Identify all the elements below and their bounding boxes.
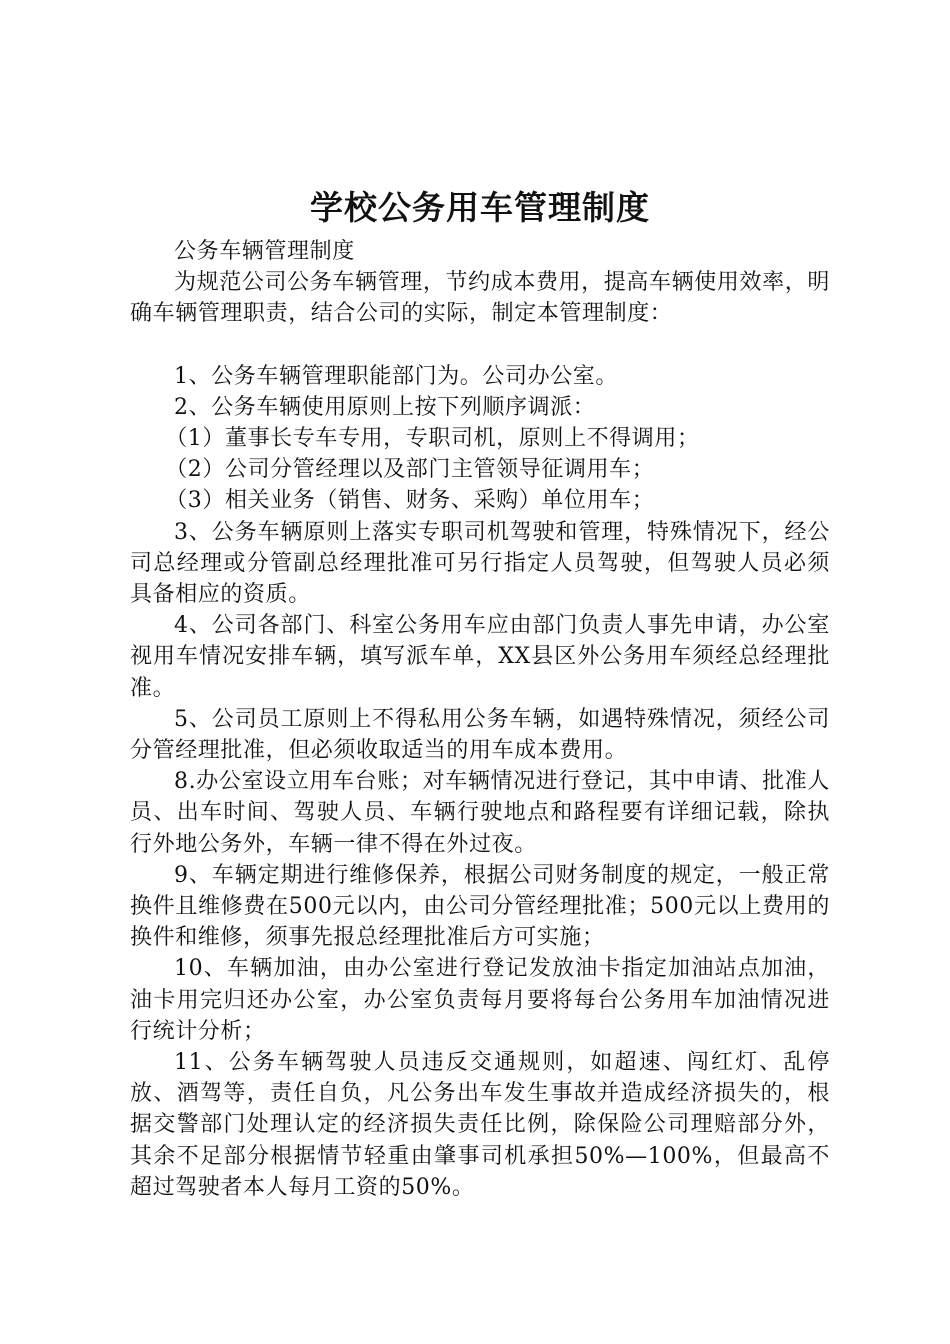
paragraph-intro: 为规范公司公务车辆管理，节约成本费用，提高车辆使用效率，明确车辆管理职责，结合公司的实际，制定本管理制度：: [130, 270, 830, 327]
paragraph-item-8: 8.办公室设立用车台账；对车辆情况进行登记，其中申请、批准人员、出车时间、驾驶人员、车辆行驶地点和路程要有详细记载，除执行外地公务外，车辆一律不得在外过夜。: [130, 769, 830, 857]
paragraph-item-9: 9、车辆定期进行维修保养，根据公司财务制度的规定，一般正常换件且维修费在500元以内，由公司分管经理批准；500元以上费用的换件和维修，须事先报总经理批准后方可实施；: [130, 862, 830, 951]
paragraph-item-1: 1、公务车辆管理职能部门为。公司办公室。: [174, 363, 618, 389]
paragraph-subitem-2: （2）公司分管经理以及部门主管领导征调用车；: [165, 457, 655, 483]
paragraph-item-5: 5、公司员工原则上不得私用公务车辆，如遇特殊情况，须经公司分管经理批准，但必须收取适当的用车成本费用。: [130, 706, 830, 764]
paragraph-item-3: 3、公务车辆原则上落实专职司机驾驶和管理，特殊情况下，经公司总经理或分管副总经理批准可另行指定人员驾驶，但驾驶人员必须具备相应的资质。: [130, 519, 830, 608]
paragraph-subitem-1: （1）董事长专车专用，专职司机，原则上不得调用；: [165, 426, 700, 452]
paragraph-item-2: 2、公务车辆使用原则上按下列顺序调派：: [174, 394, 596, 420]
document-page: [130, 184, 830, 1203]
paragraph-subitem-3: （3）相关业务（销售、财务、采购）单位用车；: [165, 488, 655, 514]
document-title: 学校公务用车管理制度: [310, 188, 650, 227]
paragraph-item-4: 4、公司各部门、科室公务用车应由部门负责人事先申请，办公室视用车情况安排车辆，填写派车单，XX县区外公务用车须经总经理批准。: [130, 613, 830, 701]
paragraph-item-10: 10、车辆加油，由办公室进行登记发放油卡指定加油站点加油，油卡用完归还办公室，办公室负责每月要将每台公务用车加油情况进行统计分析；: [130, 956, 830, 1044]
document-subtitle: 公务车辆管理制度: [174, 239, 355, 264]
paragraph-item-11: 11、公务车辆驾驶人员违反交通规则，如超速、闯红灯、乱停放、酒驾等，责任自负，凡公务出车发生事故并造成经济损失的，根据交警部门处理认定的经济损失责任比例，除保险公司理赔部分外，其余不足部分根据情节轻重由肇事司机承担50%—100%，但最高不超过驾驶者本人每月工资的50%。: [130, 1050, 830, 1200]
